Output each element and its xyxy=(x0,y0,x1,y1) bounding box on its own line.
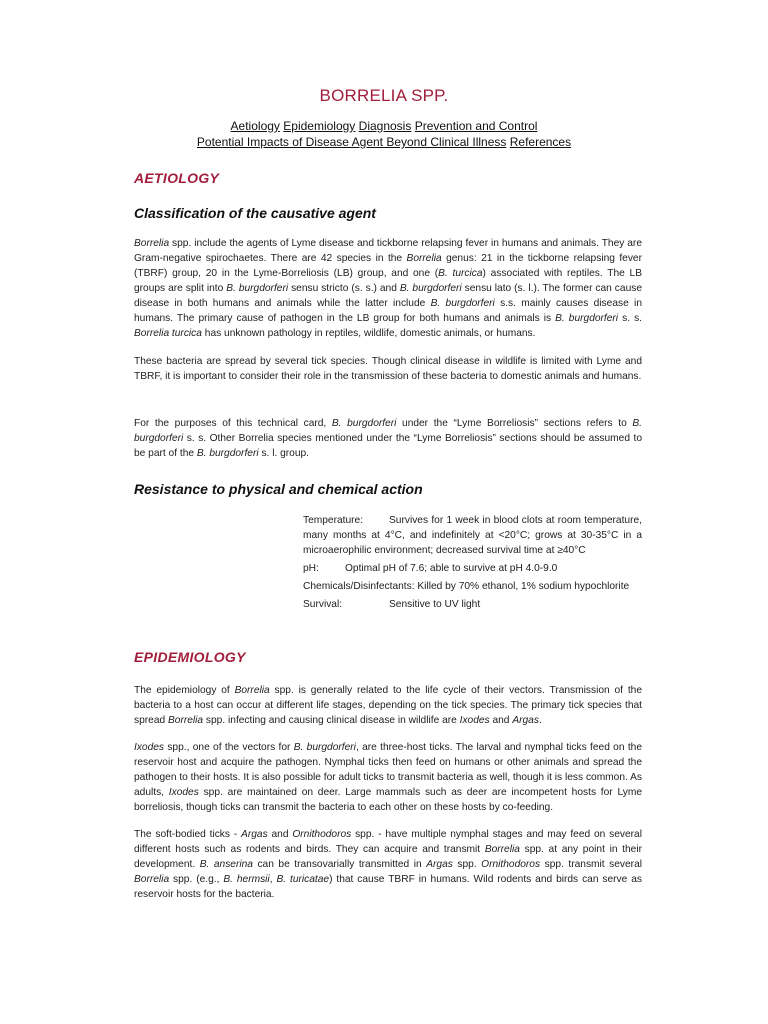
italic-text: B. burgdorferi xyxy=(399,283,462,294)
resistance-value: Survives for 1 week in blood clots at room temperature, many months at 4°C, and indefinitely at <20°C; grows at 30-35°C in a microaerophilic environment; decreased survival time at ≥40°C xyxy=(303,515,642,556)
italic-text: B. hermsii xyxy=(223,874,270,885)
nav-link-epidemiology[interactable]: Epidemiology xyxy=(283,119,356,133)
resistance-label: Temperature: xyxy=(303,515,364,526)
text-run: can be transovarially transmitted in xyxy=(252,859,427,870)
text-run: genus: 21 in the tickborne relapsing fever (TBRF) group, 20 in the Lyme-Borreliosis (LB) group, and one ( xyxy=(134,253,642,279)
paragraph-classification-1 xyxy=(134,236,642,341)
text-run: s. l. group. xyxy=(258,448,310,459)
text-run: spp. xyxy=(452,859,482,870)
italic-text: Borrelia xyxy=(406,253,442,264)
italic-text: Borrelia turcica xyxy=(134,328,202,339)
text-run: For the purposes of this technical card, xyxy=(134,418,332,429)
italic-text: Ixodes xyxy=(168,787,199,798)
italic-text: Ixodes xyxy=(459,715,490,726)
text-run: and xyxy=(489,715,513,726)
italic-text: B. burgdorferi xyxy=(196,448,259,459)
italic-text: Borrelia xyxy=(234,685,270,696)
text-run: has unknown pathology in reptiles, wildlife, domestic animals, or humans. xyxy=(201,328,536,339)
nav-link-diagnosis[interactable]: Diagnosis xyxy=(358,119,412,133)
paragraph-epidemiology-1 xyxy=(134,683,642,728)
text-run: spp. transmit several xyxy=(540,859,642,870)
italic-text: B. turicatae xyxy=(276,874,330,885)
italic-text: Borrelia xyxy=(167,715,204,726)
text-run: under the “Lyme Borreliosis” sections refers to xyxy=(396,418,633,429)
text-run: s. s. xyxy=(618,313,642,324)
italic-text: B. burgdorferi xyxy=(226,283,289,294)
resistance-list xyxy=(303,513,642,615)
paragraph-classification-2 xyxy=(134,354,642,384)
italic-text: B. burgdorferi xyxy=(555,313,619,324)
italic-text: B. burgdorferi xyxy=(430,298,495,309)
italic-text: B. anserina xyxy=(199,859,253,870)
nav-link-aetiology[interactable]: Aetiology xyxy=(230,119,280,133)
resistance-row-temperature xyxy=(303,513,642,558)
text-run: spp. are maintained on deer. Large mammals such as deer are incompetent hosts for Lyme borreliosis, though ticks can transmit the bacteria to each other on these hosts by co-feeding. xyxy=(134,787,642,813)
italic-text: Argas xyxy=(241,829,268,840)
section-nav-line-2 xyxy=(0,135,768,149)
italic-text: B. burgdorferi xyxy=(293,742,356,753)
text-run: The epidemiology of xyxy=(134,685,235,696)
nav-link-potential-impacts[interactable]: Potential Impacts of Disease Agent Beyond Clinical Illness xyxy=(196,135,507,149)
paragraph-epidemiology-2 xyxy=(134,740,642,815)
text-run: spp. (e.g., xyxy=(169,874,224,885)
section-heading-aetiology: AETIOLOGY xyxy=(134,170,220,186)
text-run: spp., one of the vectors for xyxy=(164,742,294,753)
page-title: BORRELIA SPP. xyxy=(319,86,449,105)
nav-link-prevention-control[interactable]: Prevention and Control xyxy=(414,119,538,133)
italic-text: B. turcica xyxy=(438,268,483,279)
italic-text: Borrelia xyxy=(134,238,170,249)
resistance-label: Survival: xyxy=(303,599,343,610)
subheading-classification: Classification of the causative agent xyxy=(134,205,376,221)
text-run: ) associated with reptiles. The LB groups are split into xyxy=(134,268,642,294)
resistance-value: Killed by 70% ethanol, 1% sodium hypochlorite xyxy=(417,581,630,592)
resistance-value: Sensitive to UV light xyxy=(389,599,481,610)
italic-text: B. burgdorferi xyxy=(134,418,642,444)
text-run: spp. - have multiple nymphal stages and may feed on several different hosts such as rodents and birds. They can acquire and transmit xyxy=(134,829,642,855)
resistance-value: Optimal pH of 7.6; able to survive at pH 4.0-9.0 xyxy=(345,563,558,574)
italic-text: Argas xyxy=(512,715,539,726)
text-run: sensu lato (s. l.). The former can cause disease in both humans and animals while the latter include xyxy=(134,283,642,309)
italic-text: Borrelia xyxy=(134,874,170,885)
nav-link-references[interactable]: References xyxy=(509,135,572,149)
text-run: , xyxy=(269,874,277,885)
text-run: . xyxy=(538,715,542,726)
italic-text: Ornithodoros xyxy=(481,859,541,870)
resistance-row-survival xyxy=(303,597,642,612)
resistance-label: pH: xyxy=(303,563,319,574)
text-run: s.s. mainly causes disease in humans. The primary cause of pathogen in the LB group for both humans and animals is xyxy=(134,298,642,324)
italic-text: Borrelia xyxy=(484,844,520,855)
section-heading-epidemiology: EPIDEMIOLOGY xyxy=(134,649,246,665)
subheading-resistance: Resistance to physical and chemical action xyxy=(134,481,423,497)
italic-text: Ornithodoros xyxy=(292,829,352,840)
text-run: s. s. Other Borrelia species mentioned under the “Lyme Borreliosis” sections should be assumed to be part of the xyxy=(134,433,642,459)
italic-text: Ixodes xyxy=(134,742,165,753)
italic-text: Argas xyxy=(426,859,453,870)
text-run: The soft-bodied ticks - xyxy=(134,829,242,840)
resistance-label: Chemicals/Disinfectants: xyxy=(303,581,415,592)
text-run: sensu stricto (s. s.) and xyxy=(288,283,400,294)
italic-text: B. burgdorferi xyxy=(331,418,397,429)
text-run: and xyxy=(267,829,293,840)
text-run: These bacteria are spread by several tick species. Though clinical disease in wildlife is limited with Lyme and TBRF, it is important to consider their role in the transmission of these bacteria to domestic animals and humans. xyxy=(134,356,642,382)
paragraph-epidemiology-3 xyxy=(134,827,642,902)
text-run: spp. infecting and causing clinical disease in wildlife are xyxy=(203,715,460,726)
section-nav-line-1 xyxy=(0,119,768,133)
text-run: spp. is generally related to the life cycle of their vectors. Transmission of the bacteria to a host can occur at different life stages, depending on the tick species. The primary tick species that spread xyxy=(134,685,642,726)
paragraph-classification-3 xyxy=(134,416,642,461)
text-run: spp. include the agents of Lyme disease and tickborne relapsing fever in humans and animals. They are Gram-negative spirochaetes. There are 42 species in the xyxy=(134,238,642,264)
resistance-row-ph xyxy=(303,561,642,576)
resistance-row-chemicals xyxy=(303,579,642,594)
text-run: spp. at any point in their development. xyxy=(134,844,643,870)
text-run: , are three-host ticks. The larval and nymphal ticks feed on the reservoir host and acquire the pathogen. Nymphal ticks then feed on humans or other animals and spread the pathogen to their hosts. It is also possible for adult ticks to transmit bacteria as well, though it is less common. As adults, xyxy=(134,742,642,798)
text-run: ) that cause TBRF in humans. Wild rodents and birds can serve as reservoir hosts for the bacteria. xyxy=(134,874,642,900)
